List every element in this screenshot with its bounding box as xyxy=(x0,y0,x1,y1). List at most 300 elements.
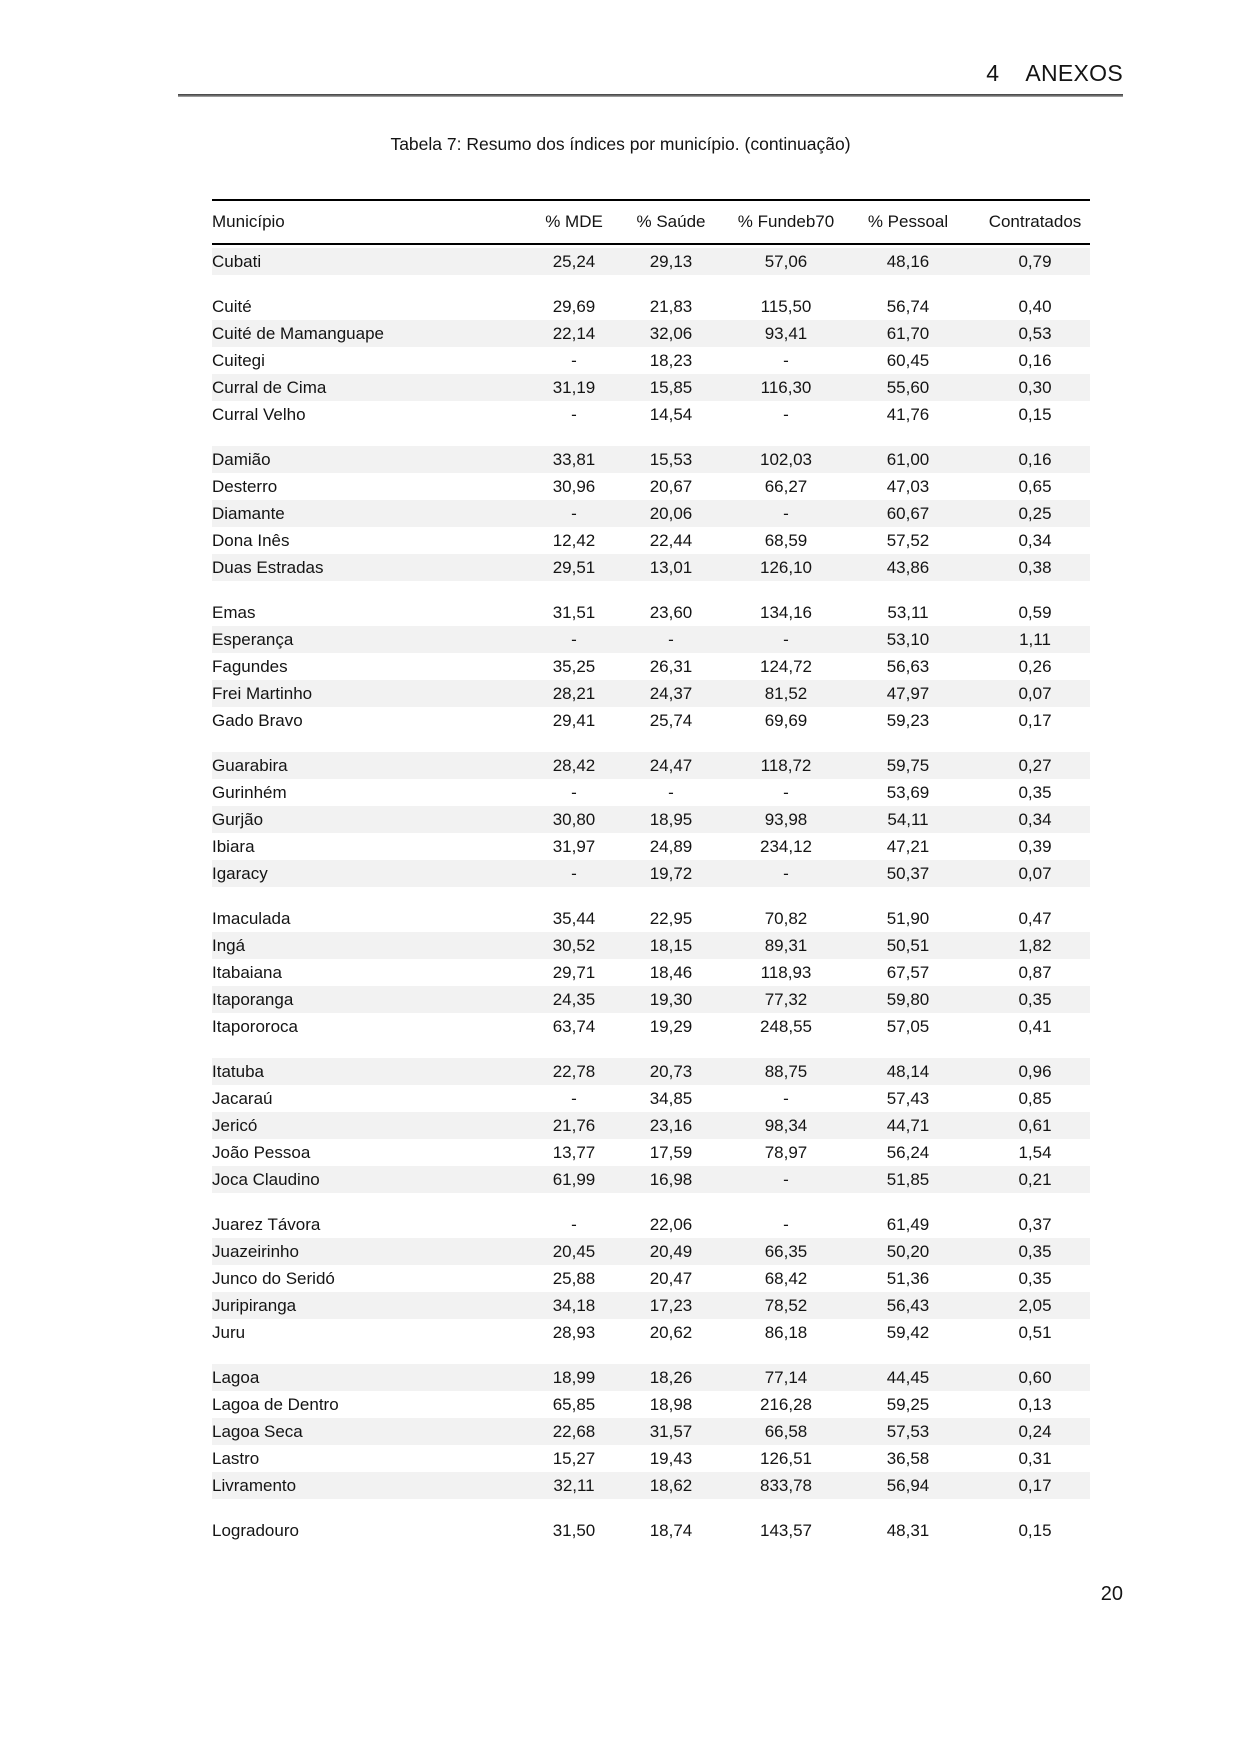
cell-value: 0,53 xyxy=(1018,323,1052,343)
table-caption: Tabela 7: Resumo dos índices por município. (continuação) xyxy=(390,134,851,154)
cell-value: 13,01 xyxy=(649,557,693,577)
cell-value: 32,11 xyxy=(553,1475,595,1495)
cell-value: 61,49 xyxy=(886,1214,930,1234)
cell-municipio: Cuitegi xyxy=(212,350,265,370)
cell-value: 31,51 xyxy=(552,602,596,622)
cell-value: 25,74 xyxy=(649,710,693,730)
cell-value: - xyxy=(571,1088,577,1108)
table-group-gap xyxy=(212,1499,1090,1517)
cell-value: 0,35 xyxy=(1018,782,1052,802)
table-row xyxy=(212,1085,1090,1112)
cell-value: 56,94 xyxy=(886,1475,930,1495)
cell-value: 54,11 xyxy=(887,809,929,829)
cell-value: 28,93 xyxy=(552,1322,596,1342)
table-group-gap-cell xyxy=(212,887,1090,905)
cell-value: 30,52 xyxy=(552,935,596,955)
cell-value: 78,97 xyxy=(764,1142,808,1162)
cell-value: 43,86 xyxy=(886,557,930,577)
cell-value: 22,06 xyxy=(649,1214,693,1234)
cell-municipio: Jacaraú xyxy=(212,1088,273,1108)
table-header-row xyxy=(212,200,1090,244)
table-row xyxy=(212,707,1090,734)
table-row xyxy=(212,752,1090,779)
cell-value: 18,26 xyxy=(649,1367,693,1387)
cell-value: 57,43 xyxy=(886,1088,930,1108)
cell-value: 14,54 xyxy=(649,404,693,424)
cell-value: 59,23 xyxy=(886,710,930,730)
cell-value: 20,47 xyxy=(649,1268,693,1288)
cell-value: 30,96 xyxy=(552,476,596,496)
cell-value: 13,77 xyxy=(552,1142,596,1162)
cell-municipio: Damião xyxy=(212,449,271,469)
cell-value: - xyxy=(571,1214,577,1234)
cell-value: 31,19 xyxy=(552,377,596,397)
cell-value: 70,82 xyxy=(764,908,808,928)
table-row xyxy=(212,653,1090,680)
cell-value: 0,34 xyxy=(1018,809,1052,829)
cell-value: 33,81 xyxy=(552,449,596,469)
cell-municipio: Frei Martinho xyxy=(212,683,313,703)
cell-value: 20,06 xyxy=(649,503,693,523)
cell-value: 18,15 xyxy=(649,935,693,955)
cell-value: 86,18 xyxy=(764,1322,808,1342)
cell-value: 19,30 xyxy=(649,989,693,1009)
cell-value: 29,69 xyxy=(552,296,596,316)
table-row xyxy=(212,374,1090,401)
cell-value: 143,57 xyxy=(760,1520,812,1540)
table-group-gap xyxy=(212,1193,1090,1211)
cell-value: 29,51 xyxy=(552,557,596,577)
cell-value: 0,41 xyxy=(1018,1016,1052,1036)
table-group-gap-cell xyxy=(212,1193,1090,1211)
table-body xyxy=(212,244,1090,1544)
cell-value: 0,17 xyxy=(1018,1475,1052,1495)
cell-municipio: Desterro xyxy=(212,476,278,496)
table-group-gap-cell xyxy=(212,734,1090,752)
cell-value: 0,15 xyxy=(1018,1520,1052,1540)
cell-municipio: Cubati xyxy=(212,251,262,271)
cell-value: 51,90 xyxy=(886,908,930,928)
table-row xyxy=(212,680,1090,707)
cell-value: 25,24 xyxy=(552,251,596,271)
cell-value: 0,24 xyxy=(1018,1421,1052,1441)
cell-value: 31,97 xyxy=(552,836,596,856)
cell-value: 20,45 xyxy=(552,1241,596,1261)
cell-value: 0,61 xyxy=(1018,1115,1052,1135)
cell-municipio: Lagoa Seca xyxy=(212,1421,303,1441)
cell-municipio: Curral Velho xyxy=(212,404,306,424)
cell-municipio: Ibiara xyxy=(212,836,255,856)
cell-value: 20,67 xyxy=(649,476,693,496)
table-group-gap xyxy=(212,581,1090,599)
table-row xyxy=(212,1517,1090,1544)
cell-value: 248,55 xyxy=(760,1016,812,1036)
cell-value: 44,71 xyxy=(886,1115,930,1135)
cell-value: 0,35 xyxy=(1018,1268,1052,1288)
table-group-gap-cell xyxy=(212,275,1090,293)
table-row xyxy=(212,1319,1090,1346)
cell-value: 69,69 xyxy=(764,710,808,730)
cell-value: 0,39 xyxy=(1018,836,1052,856)
cell-value: 0,60 xyxy=(1018,1367,1052,1387)
table-row xyxy=(212,1364,1090,1391)
cell-value: 93,41 xyxy=(764,323,808,343)
table-row xyxy=(212,905,1090,932)
cell-municipio: Dona Inês xyxy=(212,530,290,550)
cell-value: 56,24 xyxy=(886,1142,930,1162)
table-group-gap xyxy=(212,1346,1090,1364)
cell-value: 216,28 xyxy=(760,1394,812,1414)
table-row xyxy=(212,1418,1090,1445)
cell-value: 93,98 xyxy=(764,809,808,829)
cell-value: 102,03 xyxy=(760,449,812,469)
cell-value: 22,68 xyxy=(552,1421,596,1441)
section-header xyxy=(178,60,1123,87)
table-row xyxy=(212,1238,1090,1265)
cell-value: 59,25 xyxy=(886,1394,930,1414)
cell-value: 61,70 xyxy=(886,323,930,343)
cell-municipio: Lagoa xyxy=(212,1367,260,1387)
cell-value: 15,85 xyxy=(649,377,693,397)
cell-value: 57,05 xyxy=(886,1016,930,1036)
cell-value: 126,51 xyxy=(760,1448,812,1468)
cell-value: 57,06 xyxy=(764,251,808,271)
table-row xyxy=(212,932,1090,959)
cell-value: 30,80 xyxy=(552,809,596,829)
cell-value: 56,74 xyxy=(886,296,930,316)
cell-value: 22,14 xyxy=(552,323,596,343)
cell-value: 18,95 xyxy=(649,809,693,829)
cell-value: 126,10 xyxy=(760,557,812,577)
cell-value: 29,71 xyxy=(552,962,596,982)
cell-value: 15,27 xyxy=(552,1448,596,1468)
cell-municipio: Fagundes xyxy=(212,656,288,676)
cell-value: 32,06 xyxy=(649,323,693,343)
cell-value: 16,98 xyxy=(649,1169,693,1189)
table-group-gap-cell xyxy=(212,1499,1090,1517)
cell-value: 0,16 xyxy=(1018,449,1052,469)
cell-municipio: Jericó xyxy=(212,1115,258,1135)
cell-value: 67,57 xyxy=(886,962,930,982)
cell-value: 31,57 xyxy=(649,1421,693,1441)
cell-value: 15,53 xyxy=(649,449,693,469)
cell-municipio: Guarabira xyxy=(212,755,288,775)
cell-municipio: Logradouro xyxy=(212,1520,299,1540)
table-row xyxy=(212,347,1090,374)
cell-value: - xyxy=(571,782,577,802)
cell-value: 0,85 xyxy=(1018,1088,1052,1108)
cell-municipio: Lastro xyxy=(212,1448,260,1468)
cell-municipio: Juripiranga xyxy=(212,1295,297,1315)
cell-value: 134,16 xyxy=(760,602,812,622)
table-row xyxy=(212,446,1090,473)
cell-municipio: Gado Bravo xyxy=(212,710,303,730)
cell-value: 21,83 xyxy=(649,296,693,316)
cell-value: 56,43 xyxy=(886,1295,930,1315)
table-row xyxy=(212,1445,1090,1472)
cell-value: 51,36 xyxy=(886,1268,930,1288)
table-group-gap xyxy=(212,1040,1090,1058)
cell-value: 24,35 xyxy=(552,989,596,1009)
page-number: 20 xyxy=(1100,1583,1123,1605)
cell-value: 29,13 xyxy=(649,251,693,271)
cell-municipio: Juarez Távora xyxy=(212,1214,321,1234)
table-row xyxy=(212,599,1090,626)
cell-municipio: Lagoa de Dentro xyxy=(212,1394,339,1414)
cell-municipio: Joca Claudino xyxy=(212,1169,320,1189)
table-group-gap xyxy=(212,428,1090,446)
cell-value: 0,25 xyxy=(1018,503,1052,523)
cell-value: 0,13 xyxy=(1018,1394,1052,1414)
cell-value: 0,07 xyxy=(1018,683,1052,703)
cell-value: 61,99 xyxy=(552,1169,596,1189)
cell-value: 28,42 xyxy=(552,755,596,775)
cell-value: 50,20 xyxy=(886,1241,930,1261)
cell-value: - xyxy=(783,1169,789,1189)
cell-value: 35,44 xyxy=(552,908,596,928)
section-title: ANEXOS xyxy=(1025,60,1123,86)
cell-municipio: Juazeirinho xyxy=(212,1241,299,1261)
cell-municipio: Junco do Seridó xyxy=(212,1268,335,1288)
cell-value: 89,31 xyxy=(764,935,808,955)
cell-value: 44,45 xyxy=(886,1367,930,1387)
cell-value: 115,50 xyxy=(760,296,812,316)
cell-value: 24,89 xyxy=(649,836,693,856)
cell-municipio: Itatuba xyxy=(212,1061,264,1081)
column-header-fundeb70: % Fundeb70 xyxy=(736,200,836,244)
table-row xyxy=(212,806,1090,833)
cell-value: 50,51 xyxy=(886,935,930,955)
table-row xyxy=(212,527,1090,554)
cell-value: 1,11 xyxy=(1019,629,1051,649)
cell-value: 18,46 xyxy=(649,962,693,982)
cell-value: 78,52 xyxy=(764,1295,808,1315)
cell-value: 59,42 xyxy=(886,1322,930,1342)
table-row xyxy=(212,1166,1090,1193)
table-group-gap xyxy=(212,887,1090,905)
cell-value: 20,62 xyxy=(649,1322,693,1342)
cell-value: 36,58 xyxy=(886,1448,930,1468)
cell-value: 0,31 xyxy=(1018,1448,1052,1468)
cell-value: 0,40 xyxy=(1018,296,1052,316)
cell-value: 63,74 xyxy=(552,1016,596,1036)
cell-value: 29,41 xyxy=(552,710,596,730)
cell-value: 28,21 xyxy=(552,683,596,703)
column-header-munic-pio: Município xyxy=(212,200,542,244)
cell-value: 77,32 xyxy=(764,989,808,1009)
table-row xyxy=(212,779,1090,806)
table-group-gap-cell xyxy=(212,1346,1090,1364)
cell-value: 0,37 xyxy=(1018,1214,1052,1234)
cell-municipio: Cuité xyxy=(212,296,252,316)
cell-value: 66,35 xyxy=(764,1241,808,1261)
cell-municipio: Duas Estradas xyxy=(212,557,324,577)
cell-value: 0,27 xyxy=(1018,755,1052,775)
cell-value: - xyxy=(668,782,674,802)
cell-municipio: João Pessoa xyxy=(212,1142,311,1162)
cell-municipio: Esperança xyxy=(212,629,294,649)
cell-value: 18,62 xyxy=(649,1475,693,1495)
cell-value: 0,26 xyxy=(1018,656,1052,676)
table-row xyxy=(212,1472,1090,1499)
cell-municipio: Itapororoca xyxy=(212,1016,298,1036)
cell-value: 48,16 xyxy=(886,251,930,271)
cell-value: 234,12 xyxy=(760,836,812,856)
cell-value: 50,37 xyxy=(886,863,930,883)
cell-value: 66,27 xyxy=(764,476,808,496)
cell-value: - xyxy=(571,350,577,370)
table-row xyxy=(212,860,1090,887)
cell-value: 31,50 xyxy=(552,1520,596,1540)
cell-value: 0,07 xyxy=(1018,863,1052,883)
cell-value: 23,60 xyxy=(649,602,693,622)
table-row xyxy=(212,473,1090,500)
cell-value: 0,38 xyxy=(1018,557,1052,577)
cell-value: 18,98 xyxy=(649,1394,693,1414)
cell-value: - xyxy=(783,503,789,523)
table-row xyxy=(212,554,1090,581)
cell-value: 0,34 xyxy=(1018,530,1052,550)
cell-value: 0,15 xyxy=(1018,404,1052,424)
cell-value: - xyxy=(783,629,789,649)
cell-value: 22,78 xyxy=(552,1061,596,1081)
cell-value: - xyxy=(783,782,789,802)
cell-value: 18,74 xyxy=(649,1520,693,1540)
table-group-gap-cell xyxy=(212,581,1090,599)
cell-value: 53,11 xyxy=(887,602,929,622)
cell-value: - xyxy=(668,629,674,649)
cell-value: 2,05 xyxy=(1018,1295,1052,1315)
column-header-contratados: Contratados xyxy=(980,200,1090,244)
cell-value: 17,59 xyxy=(649,1142,693,1162)
table-group-gap-cell xyxy=(212,1040,1090,1058)
table-row xyxy=(212,1391,1090,1418)
cell-value: 81,52 xyxy=(764,683,808,703)
cell-value: 124,72 xyxy=(760,656,812,676)
table-row xyxy=(212,986,1090,1013)
cell-municipio: Juru xyxy=(212,1322,246,1342)
cell-value: 88,75 xyxy=(764,1061,808,1081)
cell-value: - xyxy=(571,503,577,523)
cell-value: 56,63 xyxy=(886,656,930,676)
table-row xyxy=(212,1013,1090,1040)
cell-value: 26,31 xyxy=(649,656,693,676)
table-row xyxy=(212,1292,1090,1319)
cell-value: 18,99 xyxy=(552,1367,596,1387)
cell-value: - xyxy=(783,404,789,424)
cell-municipio: Ingá xyxy=(212,935,246,955)
table-row xyxy=(212,1112,1090,1139)
cell-value: 60,45 xyxy=(886,350,930,370)
cell-value: 68,42 xyxy=(764,1268,808,1288)
cell-value: 0,47 xyxy=(1018,908,1052,928)
table-row xyxy=(212,1211,1090,1238)
cell-value: 48,14 xyxy=(886,1061,930,1081)
cell-value: 53,10 xyxy=(886,629,930,649)
cell-value: 34,18 xyxy=(552,1295,596,1315)
cell-value: 65,85 xyxy=(552,1394,596,1414)
cell-value: 34,85 xyxy=(649,1088,693,1108)
cell-value: 41,76 xyxy=(886,404,930,424)
cell-value: 20,49 xyxy=(649,1241,693,1261)
cell-value: - xyxy=(783,1088,789,1108)
cell-value: 19,43 xyxy=(649,1448,693,1468)
cell-value: 17,23 xyxy=(649,1295,693,1315)
cell-municipio: Gurinhém xyxy=(212,782,287,802)
cell-value: 48,31 xyxy=(886,1520,930,1540)
table-row xyxy=(212,833,1090,860)
cell-value: - xyxy=(571,404,577,424)
cell-value: 53,69 xyxy=(886,782,930,802)
cell-municipio: Curral de Cima xyxy=(212,377,327,397)
cell-value: 0,87 xyxy=(1018,962,1052,982)
column-header-mde: % MDE xyxy=(542,200,606,244)
table-row xyxy=(212,959,1090,986)
cell-value: 0,51 xyxy=(1018,1322,1052,1342)
cell-value: 59,75 xyxy=(886,755,930,775)
cell-value: 21,76 xyxy=(552,1115,596,1135)
cell-value: 18,23 xyxy=(649,350,693,370)
cell-value: 0,16 xyxy=(1018,350,1052,370)
cell-value: 60,67 xyxy=(886,503,930,523)
cell-value: 55,60 xyxy=(886,377,930,397)
cell-value: 0,17 xyxy=(1018,710,1052,730)
cell-value: 25,88 xyxy=(552,1268,596,1288)
cell-value: 1,54 xyxy=(1018,1142,1052,1162)
cell-municipio: Itabaiana xyxy=(212,962,282,982)
cell-value: 118,93 xyxy=(760,962,812,982)
cell-value: 116,30 xyxy=(760,377,812,397)
table-row xyxy=(212,1265,1090,1292)
cell-value: 57,53 xyxy=(886,1421,930,1441)
cell-municipio: Diamante xyxy=(212,503,285,523)
cell-value: 0,30 xyxy=(1018,377,1052,397)
municipality-index-table xyxy=(212,199,1090,1544)
cell-value: - xyxy=(783,1214,789,1234)
cell-value: 98,34 xyxy=(764,1115,808,1135)
cell-value: 61,00 xyxy=(886,449,930,469)
cell-value: 77,14 xyxy=(764,1367,808,1387)
cell-value: 118,72 xyxy=(760,755,812,775)
cell-value: - xyxy=(571,629,577,649)
table-row xyxy=(212,401,1090,428)
cell-value: 23,16 xyxy=(649,1115,693,1135)
cell-value: 51,85 xyxy=(886,1169,930,1189)
cell-value: 0,65 xyxy=(1018,476,1052,496)
cell-value: 24,37 xyxy=(649,683,693,703)
cell-value: 0,35 xyxy=(1018,989,1052,1009)
cell-value: 0,96 xyxy=(1018,1061,1052,1081)
cell-value: 66,58 xyxy=(764,1421,808,1441)
cell-value: 19,72 xyxy=(649,863,693,883)
cell-municipio: Livramento xyxy=(212,1475,297,1495)
cell-value: 24,47 xyxy=(649,755,693,775)
cell-municipio: Itaporanga xyxy=(212,989,294,1009)
cell-value: 833,78 xyxy=(760,1475,812,1495)
cell-value: 0,59 xyxy=(1018,602,1052,622)
table-row xyxy=(212,248,1090,275)
cell-value: 0,35 xyxy=(1018,1241,1052,1261)
cell-value: 12,42 xyxy=(552,530,596,550)
cell-value: 20,73 xyxy=(649,1061,693,1081)
cell-value: - xyxy=(783,350,789,370)
header-rule xyxy=(178,94,1123,97)
column-header-sa-de: % Saúde xyxy=(606,200,736,244)
cell-value: 19,29 xyxy=(649,1016,693,1036)
cell-municipio: Igaracy xyxy=(212,863,268,883)
cell-value: 22,95 xyxy=(649,908,693,928)
cell-municipio: Imaculada xyxy=(212,908,291,928)
